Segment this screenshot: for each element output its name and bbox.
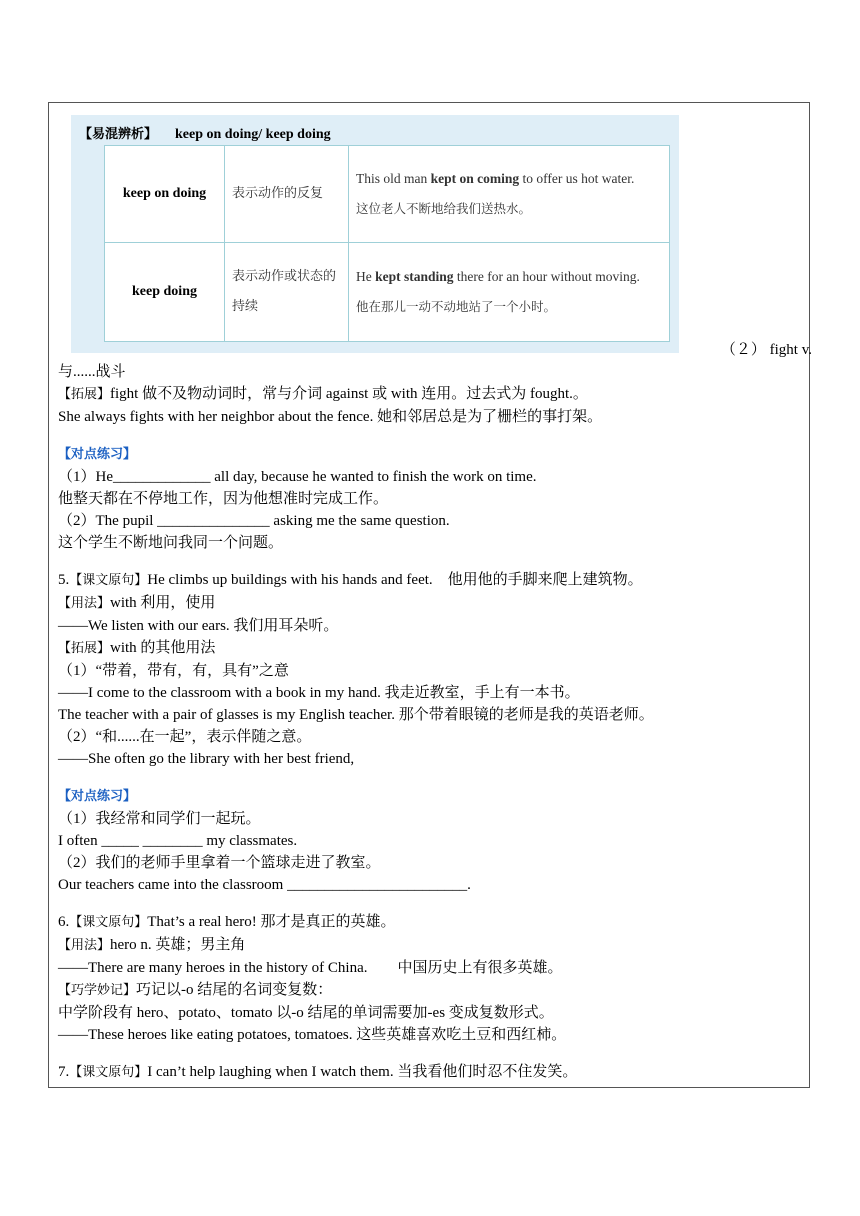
figure-heading: [79, 123, 331, 143]
sentence-text: That’s a real hero! 那才是真正的英雄。: [147, 914, 396, 930]
term-cell: keep on doing: [105, 146, 225, 243]
tip-line: [58, 979, 812, 1002]
comparison-table: [104, 145, 670, 342]
example-bold: kept on coming: [430, 171, 520, 186]
tip-text: 巧记以-o 结尾的名词变复数：: [136, 982, 333, 998]
usage-tag: 【用法】: [58, 938, 111, 953]
practice-question: （1）He_____________ all day, because he wanted to finish the work on time.: [58, 469, 537, 485]
extension-item: （2）“和......在一起”，表示伴随之意。: [58, 729, 312, 745]
tip-detail: 中学阶段有 hero、potato、tomato 以-o 结尾的单词需要加-es 变成复数形式。: [58, 1005, 554, 1021]
usage-tag: 【用法】: [58, 596, 111, 611]
usage-text: with 利用，使用: [110, 595, 216, 611]
sentence-text: I can’t help laughing when I watch them. 当我看他们时忍不住发笑。: [147, 1064, 578, 1080]
practice-translation: （1）我经常和同学们一起玩。: [58, 811, 261, 827]
extension-text: fight 做不及物动词时，常与介词 against 或 with 连用。过去式为 fought.。: [110, 386, 588, 402]
practice-question: （2）The pupil _______________ asking me the same question.: [58, 513, 450, 529]
practice-question: Our teachers came into the classroom ________________________.: [58, 877, 471, 893]
example-text: He: [356, 269, 376, 284]
figure-heading-tag: 【易混辨析】: [79, 127, 158, 142]
example-cell: [349, 146, 670, 243]
section-number: 5.: [58, 572, 70, 588]
fight-example: She always fights with her neighbor about the fence. 她和邻居总是为了栅栏的事打架。: [58, 409, 603, 425]
example-translation: 他在那儿一动不动地站了一个小时。: [356, 299, 557, 314]
section-7-sentence: [58, 1061, 812, 1084]
practice-tag: 【对点练习】: [58, 789, 137, 804]
practice-translation: （2）我们的老师手里拿着一个篮球走进了教室。: [58, 855, 381, 871]
text-sentence-tag: 【课文原句】: [69, 1065, 148, 1080]
usage-text: hero n. 英雄；男主角: [110, 937, 246, 953]
fight-heading: （２） fight v.: [720, 342, 812, 358]
meaning-cell: 表示动作的反复: [225, 146, 349, 243]
example-text: there for an hour without moving.: [453, 269, 640, 284]
table-row: [105, 146, 670, 243]
tip-example: ——These heroes like eating potatoes, tomatoes. 这些英雄喜欢吃土豆和西红柿。: [58, 1027, 567, 1043]
example-text: This old man: [356, 171, 431, 186]
comparison-figure: [71, 115, 679, 353]
text-sentence-tag: 【课文原句】: [69, 915, 148, 930]
extension-text: with 的其他用法: [110, 640, 216, 656]
extension-tag: 【拓展】: [58, 387, 111, 402]
sentence-text: He climbs up buildings with his hands and feet. 他用他的手脚来爬上建筑物。: [147, 572, 643, 588]
usage-line: [58, 592, 812, 615]
usage-example: ——There are many heroes in the history of China. 中国历史上有很多英雄。: [58, 960, 563, 976]
figure-heading-words: keep on doing/ keep doing: [175, 127, 331, 142]
section-number: 7.: [58, 1064, 70, 1080]
practice-translation: 他整天都在不停地工作，因为他想准时完成工作。: [58, 491, 389, 507]
example-bold: kept standing: [375, 269, 454, 284]
section-number: 6.: [58, 914, 70, 930]
extension-item: （1）“带着，带有，有，具有”之意: [58, 663, 289, 679]
extension-example: ——She often go the library with her best friend,: [58, 751, 355, 767]
practice-translation: 这个学生不断地问我同一个问题。: [58, 535, 284, 551]
extension-tag: 【拓展】: [58, 641, 111, 656]
term-cell: keep doing: [105, 243, 225, 342]
fight-extension: [58, 383, 812, 406]
tip-tag: 【巧学妙记】: [58, 983, 137, 998]
practice-tag: 【对点练习】: [58, 447, 137, 462]
example-text: to offer us hot water.: [519, 171, 635, 186]
practice-heading: [58, 443, 812, 466]
body-text: [58, 339, 812, 1084]
section-6-sentence: [58, 911, 812, 934]
extension-example: The teacher with a pair of glasses is my English teacher. 那个带着眼镜的老师是我的英语老师。: [58, 707, 654, 723]
example-cell: [349, 243, 670, 342]
practice-heading: [58, 785, 812, 808]
usage-example: ——We listen with our ears. 我们用耳朵听。: [58, 618, 339, 634]
extension-line: [58, 637, 812, 660]
practice-question: I often _____ ________ my classmates.: [58, 833, 298, 849]
meaning-cell: 表示动作或状态的持续: [225, 243, 349, 342]
example-translation: 这位老人不断地给我们送热水。: [356, 201, 532, 216]
fight-meaning: 与......战斗: [58, 364, 126, 380]
table-row: [105, 243, 670, 342]
section-5-sentence: [58, 569, 812, 592]
usage-line: [58, 934, 812, 957]
content-frame: [48, 102, 810, 1088]
extension-example: ——I come to the classroom with a book in my hand. 我走近教室，手上有一本书。: [58, 685, 580, 701]
text-sentence-tag: 【课文原句】: [69, 573, 148, 588]
